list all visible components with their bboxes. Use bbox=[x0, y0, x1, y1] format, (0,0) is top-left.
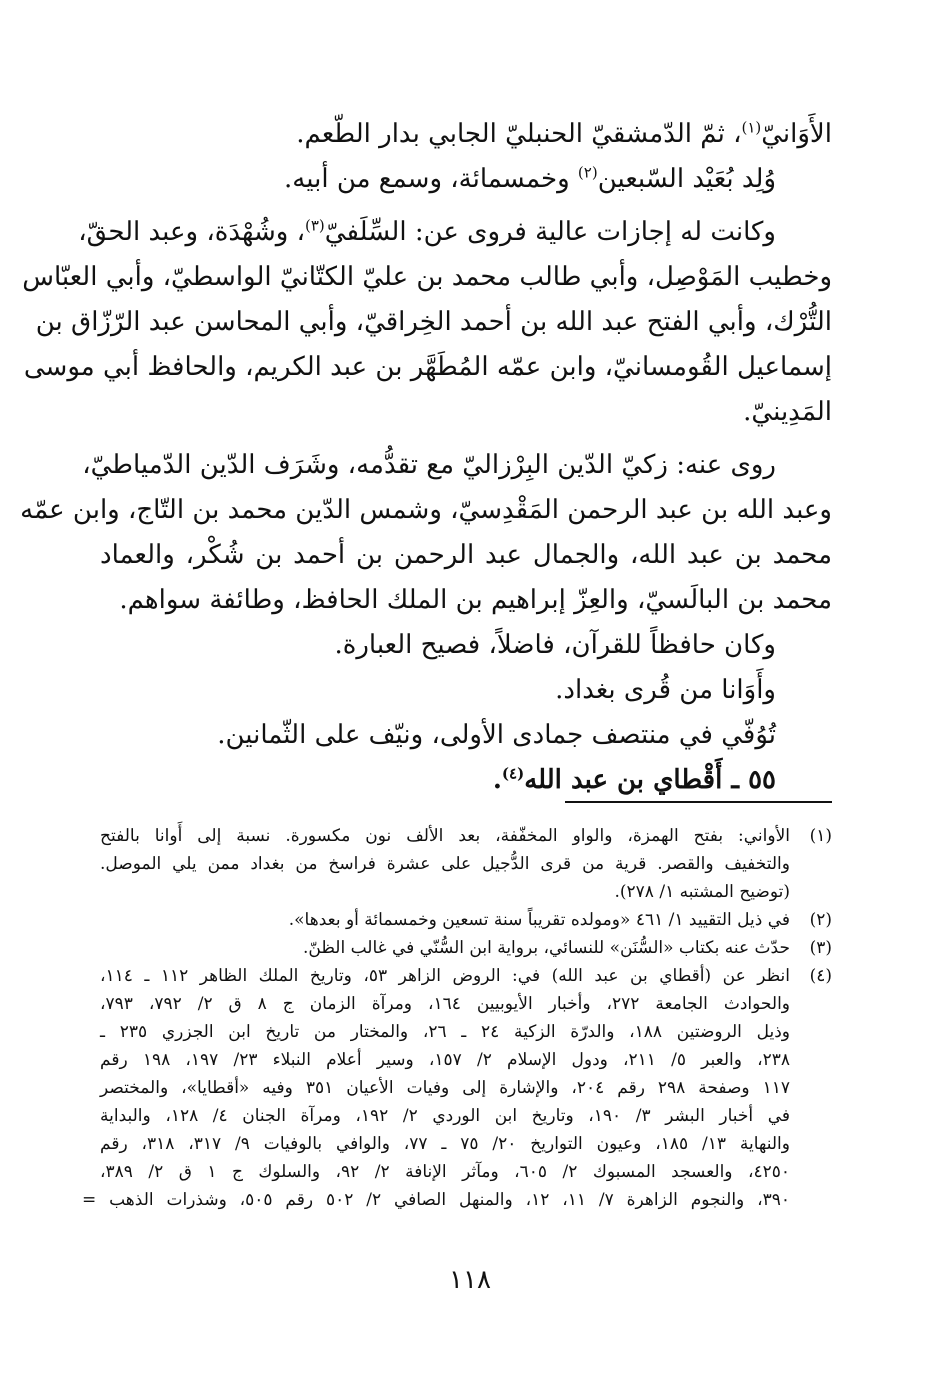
footnote-ref-3[interactable]: (٣) bbox=[305, 216, 325, 235]
text-run: وكانت له إجازات عالية فروى عن: السِّلَفيّ bbox=[324, 217, 776, 247]
footnote-line: والتخفيف والقصر. قرية من قرى الدُّجيل على عشرة فراسخ من بغداد ممن يلي الموصل. bbox=[100, 854, 790, 874]
footnote-line: ٣٩٠، والنجوم الزاهرة ٧/ ١١، ١٢، والمنهل الصافي ٢/ ٥٠٢ رقم ٥٠٥، وشذرات الذهب = bbox=[82, 1190, 791, 1210]
main-text bbox=[20, 112, 832, 803]
paragraph-gap bbox=[100, 202, 832, 210]
footnote-body bbox=[100, 906, 790, 934]
footnote-number: (٣) bbox=[809, 938, 832, 958]
page-number: ١١٨ bbox=[449, 1265, 491, 1295]
paragraph-line: وخطيب المَوْصِل، وأبي طالب محمد بن عليّ الكتّانيّ الواسطيّ، وأبي العبّاس bbox=[22, 262, 832, 292]
footnote-number: (٢) bbox=[809, 910, 832, 930]
footnote-line: الأواني: بفتح الهمزة، والواو المخفّفة، بعد الألف نون مكسورة. نسبة إلى أَوانا بالفتح bbox=[100, 826, 790, 846]
footnote-line: ٤٢٥٠، والعسجد المسبوك ٢/ ٦٠٥، ومآثر الإنافة ٢/ ٩٢، والسلوك ج ١ ق ٢/ ٣٨٩، bbox=[100, 1162, 790, 1182]
footnote-separator bbox=[565, 801, 832, 803]
footnote-line: في أخبار البشر ٣/ ١٩٠، وتاريخ ابن الوردي ٢/ ١٩٢، ومرآة الجنان ٤/ ١٢٨، والبداية bbox=[100, 1106, 791, 1126]
paragraph-gap bbox=[100, 435, 832, 443]
footnote-line: ٢٣٨، والعبر ٥/ ٢١١، ودول الإسلام ٢/ ١٥٧، وسير أعلام النبلاء ٢٣/ ١٩٧، ١٩٨ رقم bbox=[100, 1050, 791, 1070]
footnote-line: في ذيل التقييد ١/ ٤٦١ «ومولده تقريباً سنة تسعين وخمسمائة أو بعدها». bbox=[288, 910, 790, 930]
paragraph-line: روى عنه: زكيّ الدّين البِرْزاليّ مع تقدُّمه، وشَرَف الدّين الدّمياطيّ، bbox=[82, 450, 776, 480]
footnote-1 bbox=[100, 822, 832, 906]
paragraph-line: المَدِينيّ. bbox=[743, 397, 832, 427]
paragraph-line: محمد بن البالَسيّ، والعِزّ إبراهيم بن الملك الحافظ، وطائفة سواهم. bbox=[119, 585, 832, 615]
footnote-line: والحوادث الجامعة ٢٧٢، وأخبار الأيوبيين ١٦٤، ومرآة الزمان ج ٨ ق ٢/ ٧٩٢، ٧٩٣، bbox=[100, 994, 790, 1014]
text-run: وخمسمائة، وسمع من أبيه. bbox=[284, 164, 578, 194]
entry-title: ٥٥ ـ أَقْطاي بن عبد الله bbox=[524, 765, 776, 795]
paragraph-line bbox=[100, 112, 832, 157]
paragraph-line: وكان حافظاً للقرآن، فاضلاً، فصيح العبارة. bbox=[334, 630, 776, 660]
paragraph-line: وأَوَانا من قُرى بغداد. bbox=[555, 675, 776, 705]
paragraph-line: وعبد الله بن عبد الرحمن المَقْدِسيّ، وشمس الدّين محمد بن التّاج، وابن عمّه bbox=[20, 495, 832, 525]
footnote-line: وذيل الروضتين ١٨٨، والدرّة الزكية ٢٤ ـ ٢٦، والمختار من تاريخ ابن الجزري ٢٣٥ ـ bbox=[100, 1022, 790, 1042]
paragraph-line bbox=[100, 157, 832, 202]
footnote-4 bbox=[82, 962, 832, 1214]
footnote-line: انظر عن (أقطاي بن عبد الله) في: الروض الزاهر ٥٣، وتاريخ الملك الظاهر ١١٢ ـ ١١٤، bbox=[100, 966, 790, 986]
footnote-ref-4[interactable]: (٤) bbox=[501, 764, 525, 783]
paragraph-line bbox=[78, 210, 832, 255]
footnote-line: والنهاية ١٣/ ١٨٥، وعيون التواريخ ٢٠/ ٧٥ ـ ٧٧، والوافي بالوفيات ٩/ ٣١٧، ٣١٨، رقم bbox=[100, 1134, 790, 1154]
paragraph-line: محمد بن عبد الله، والجمال عبد الرحمن بن أحمد بن شُكْر، والعماد bbox=[100, 540, 832, 570]
footnote-body bbox=[100, 822, 790, 906]
footnote-2 bbox=[100, 906, 832, 934]
entry-heading bbox=[100, 758, 832, 803]
paragraph-line: تُوُفّي في منتصف جمادى الأولى، ونيّف على الثّمانين. bbox=[217, 720, 776, 750]
text-run: ، ثمّ الدّمشقيّ الحنبليّ الجابي بدار الطّعم. bbox=[296, 119, 742, 149]
text-run: وُلِد بُعَيْد السّبعين bbox=[597, 164, 776, 194]
footnote-ref-2[interactable]: (٢) bbox=[577, 163, 598, 182]
footnote-number: (١) bbox=[809, 826, 832, 846]
footnote-3 bbox=[100, 934, 832, 962]
footnote-line: (توضيح المشتبه ١/ ٢٧٨). bbox=[614, 882, 790, 902]
footnote-line: حدّث عنه بكتاب «السُّنَن» للنسائي، برواية ابن السُّنّي في غالب الظنّ. bbox=[303, 938, 790, 958]
text-run: الأَوَانيّ bbox=[761, 119, 832, 149]
footnote-ref-1[interactable]: (١) bbox=[741, 118, 762, 137]
footnote-number: (٤) bbox=[809, 966, 832, 986]
footnote-body bbox=[82, 962, 791, 1214]
footnote-body bbox=[100, 934, 790, 962]
footnotes bbox=[82, 822, 832, 1214]
text-run: ، وشُهْدَة، وعبد الحقّ، bbox=[78, 217, 305, 247]
paragraph-line: التُّرْك، وأبي الفتح عبد الله بن أحمد الخِراقيّ، وأبي المحاسن عبد الرّزّاق بن bbox=[35, 307, 832, 337]
paragraph-line: إسماعيل القُومسانيّ، وابن عمّه المُطَهَّر بن عبد الكريم، والحافظ أبي موسى bbox=[23, 352, 832, 382]
text-run: . bbox=[492, 765, 502, 795]
footnote-line: ١١٧ وصفحة ٢٩٨ رقم ٢٠٤، والإشارة إلى وفيات الأعيان ٣٥١ وفيه «أقطايا»، والمختصر bbox=[100, 1078, 791, 1098]
